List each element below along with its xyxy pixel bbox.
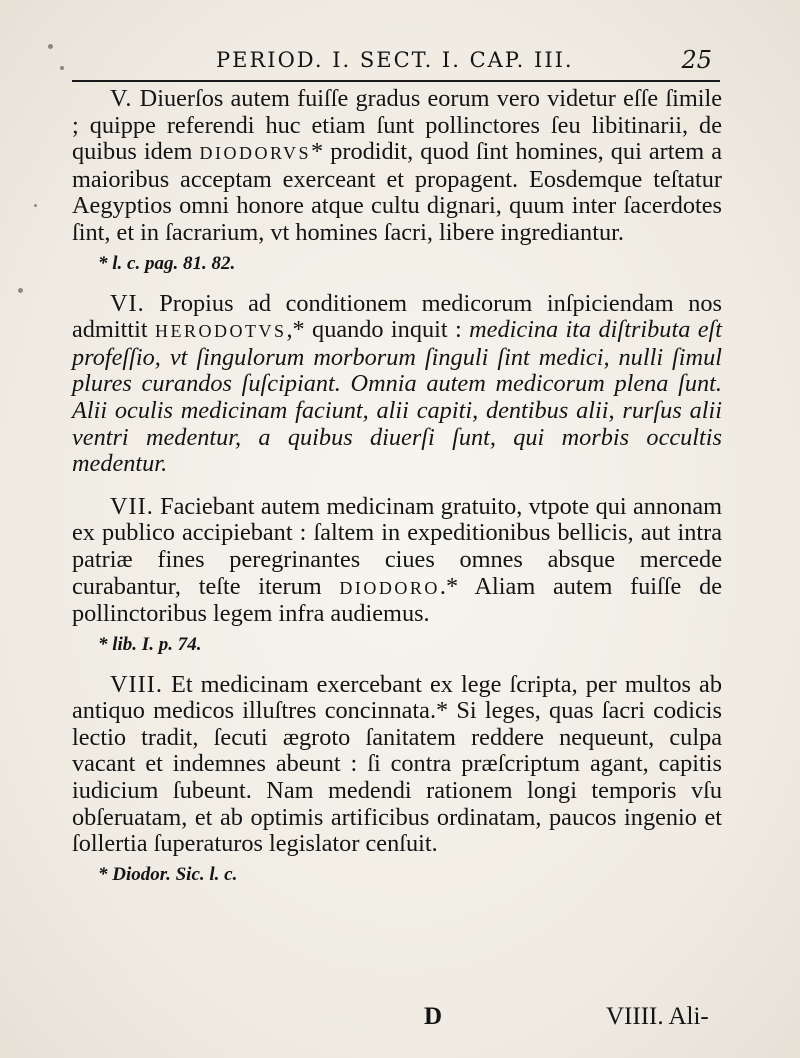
- paragraph-vi: [72, 291, 722, 478]
- paragraph-text: * prodidit, quod ſint homines, qui artem a maioribus acceptam exerceant et propagent. Eosdemque teſtatur Aegyptios omni honore atque cultu dignari, quum inter ſacerdotes ſint, et in ſacrarium, vt homines ſacri, libere ingrediantur.: [72, 138, 722, 246]
- page-header: [76, 46, 720, 80]
- ink-spot: [60, 66, 64, 70]
- paragraph-text: .* Aliam autem fuiſſe de pollinctoribus legem infra audiemus.: [72, 572, 722, 628]
- paragraph-text: Propius ad conditionem medicorum inſpiciendam nos admittit: [72, 289, 722, 344]
- paragraph-number: V.: [110, 85, 133, 112]
- paragraph-number: VI.: [110, 289, 145, 317]
- footnote: * l. c. pag. 81. 82.: [98, 252, 236, 274]
- running-title: PERIOD. I. SECT. I. CAP. III.: [216, 48, 574, 72]
- ink-spot: [18, 288, 23, 293]
- footnote: * Diodor. Sic. l. c.: [98, 863, 238, 885]
- body-text: [72, 86, 722, 902]
- author-name: DIODORO: [339, 577, 440, 598]
- quotation: medicina ita diſtributa eſt profeſſio, vt ſingulorum morborum ſinguli ſint medici, nulli ſimul plures curandos ſuſcipiant. Omnia autem medicorum plena ſunt. Alii oculis medicinam faciunt, alii capiti, dentibus alii, rurſus alii ventri medentur, a quibus diuerſi ſunt, qui morbis occultis medentur.: [72, 316, 722, 478]
- paragraph-vii: [72, 494, 722, 628]
- paragraph-text: ,* quando inquit :: [286, 316, 470, 344]
- header-rule: [72, 80, 720, 82]
- signature-mark: D: [424, 1003, 443, 1030]
- author-name: HERODOTVS: [154, 321, 287, 342]
- ink-spot: [48, 44, 53, 49]
- page-number: 25: [681, 46, 712, 74]
- paragraph-number: VIII.: [110, 670, 163, 698]
- paragraph-text: Et medicinam exercebant ex lege ſcripta, per multos ab antiquo medicos illuſtres concinnata.* Si leges, quas ſacri codicis lectio tradit, ſecuti ægroto ſanitatem reddere nequeunt, culpa vacant et indemnes abeunt : ſi contra præſcriptum agant, capitis iudicium ſubeunt. Nam medendi rationem longi temporis vſu obſeruatam, et ab optimis artificibus ordinatam, paucos ingenio et ſollertia ſuperaturos legislator cenſuit.: [72, 670, 722, 858]
- paragraph-text: Diuerſos autem fuiſſe gradus eorum vero videtur eſſe ſimile ; quippe referendi huc etiam ſunt pollinctores ſeu libitinarii, de quibus idem: [72, 85, 722, 166]
- paragraph-v: [72, 86, 722, 247]
- footnote: * lib. I. p. 74.: [98, 633, 202, 655]
- paragraph-viii: [72, 672, 722, 858]
- author-name: DIODORVS: [199, 143, 312, 164]
- paragraph-text: Faciebant autem medicinam gratuito, vtpote qui annonam ex publico accipiebant : ſaltem in expeditionibus bellicis, aut intra patriæ fines peregrinantes ciues omnes absque mercede curabantur, teſte iterum: [72, 492, 722, 600]
- paragraph-gap: [72, 478, 722, 494]
- ink-spot: [34, 204, 37, 207]
- paragraph-number: VII.: [110, 492, 154, 520]
- catchword: VIIII. Ali-: [606, 1003, 709, 1030]
